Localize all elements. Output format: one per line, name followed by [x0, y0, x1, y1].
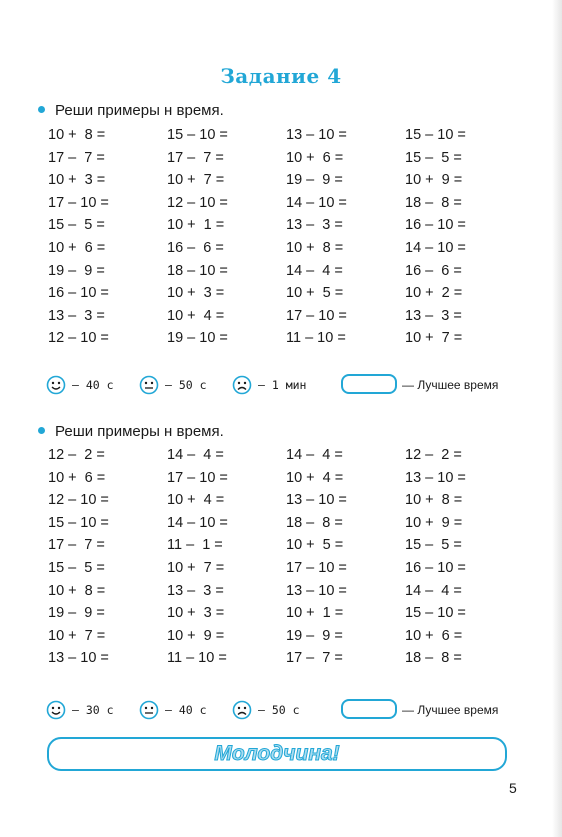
legend-happy — [46, 698, 114, 722]
timing-legend-1 — [46, 373, 516, 397]
example-item: 12 – 10 = — [167, 194, 228, 211]
example-item: 15 – 10 = — [48, 514, 109, 531]
neutral-face-icon — [139, 375, 159, 395]
example-item: 14 – 10 = — [167, 514, 228, 531]
example-item: 10 + 6 = — [48, 469, 106, 486]
example-item: 10 + 9 = — [167, 627, 225, 644]
instruction-2 — [38, 423, 224, 440]
example-item: 10 + 4 = — [167, 307, 225, 324]
legend-happy-time: — 30 с — [72, 703, 114, 717]
legend-happy-time: — 40 с — [72, 378, 114, 392]
example-item: 18 – 8 = — [405, 650, 462, 667]
example-item: 12 – 2 = — [405, 447, 462, 463]
example-item: 10 + 6 = — [286, 149, 344, 166]
example-item: 10 + 8 = — [405, 492, 463, 509]
example-item: 17 – 7 = — [167, 149, 224, 166]
example-item: 16 – 10 = — [48, 285, 109, 302]
example-item: 17 – 10 = — [167, 469, 228, 486]
best-time-box[interactable] — [341, 699, 397, 719]
example-item: 17 – 7 = — [48, 149, 105, 166]
example-item: 19 – 9 = — [48, 605, 105, 622]
sad-face-icon — [232, 700, 252, 720]
example-item: 13 – 3 = — [167, 582, 224, 599]
example-item: 10 + 1 = — [286, 605, 344, 622]
example-item: 10 + 5 = — [286, 285, 344, 302]
bullet-icon — [38, 427, 45, 434]
example-item: 11 – 10 = — [167, 650, 227, 667]
instruction-text: Реши примеры н время. — [55, 102, 224, 119]
example-item: 12 – 10 = — [48, 492, 109, 509]
example-item: 13 – 10 = — [405, 469, 466, 486]
example-item: 10 + 5 = — [286, 537, 344, 554]
example-item: 19 – 9 = — [286, 627, 343, 644]
example-item: 17 – 7 = — [286, 650, 343, 667]
example-item: 11 – 1 = — [167, 537, 223, 554]
praise-text: Молодчина! — [214, 742, 340, 765]
neutral-face-icon — [139, 700, 159, 720]
legend-neutral-time: — 50 с — [165, 378, 207, 392]
bullet-icon — [38, 106, 45, 113]
example-item: 12 – 2 = — [48, 447, 105, 463]
example-item: 16 – 10 = — [405, 217, 466, 234]
example-item: 18 – 10 = — [167, 262, 228, 279]
legend-happy — [46, 373, 114, 397]
example-item: 12 – 10 = — [48, 330, 109, 347]
examples-grid-2 — [48, 444, 524, 670]
legend-neutral — [139, 373, 207, 397]
page-number: 5 — [509, 780, 517, 796]
instruction-text: Реши примеры н время. — [55, 423, 224, 440]
sad-face-icon — [232, 375, 252, 395]
example-item: 17 – 10 = — [286, 559, 347, 576]
example-item: 10 + 3 = — [48, 172, 106, 189]
example-item: 14 – 4 = — [167, 447, 224, 463]
best-time-label: — Лучшее время — [402, 378, 499, 392]
example-item: 13 – 3 = — [48, 307, 105, 324]
example-item: 15 – 10 = — [405, 127, 466, 143]
example-item: 14 – 4 = — [286, 262, 343, 279]
example-item: 10 + 6 = — [405, 627, 463, 644]
happy-face-icon — [46, 375, 66, 395]
task-title: Задание 4 — [220, 64, 342, 88]
example-item: 10 + 3 = — [167, 605, 225, 622]
example-item: 19 – 9 = — [48, 262, 105, 279]
legend-sad — [232, 373, 306, 397]
example-item: 17 – 7 = — [48, 537, 105, 554]
timing-legend-2 — [46, 698, 516, 722]
example-item: 14 – 10 = — [286, 194, 347, 211]
example-item: 10 + 8 = — [48, 127, 106, 143]
legend-sad-time: — 50 с — [258, 703, 300, 717]
example-item: 16 – 10 = — [405, 559, 466, 576]
example-item: 10 + 9 = — [405, 514, 463, 531]
example-item: 15 – 5 = — [48, 217, 105, 234]
best-time-label: — Лучшее время — [402, 703, 499, 717]
example-item: 10 + 6 = — [48, 239, 106, 256]
example-item: 10 + 8 = — [48, 582, 106, 599]
example-item: 14 – 4 = — [286, 447, 343, 463]
example-item: 17 – 10 = — [48, 194, 109, 211]
example-item: 10 + 2 = — [405, 285, 463, 302]
page-edge — [552, 0, 562, 837]
example-item: 15 – 5 = — [405, 149, 462, 166]
example-item: 10 + 7 = — [48, 627, 106, 644]
example-item: 10 + 7 = — [405, 330, 463, 347]
example-item: 16 – 6 = — [167, 239, 224, 256]
example-item: 10 + 7 = — [167, 559, 225, 576]
example-item: 15 – 5 = — [405, 537, 462, 554]
example-item: 15 – 5 = — [48, 559, 105, 576]
best-time-box[interactable] — [341, 374, 397, 394]
example-item: 14 – 4 = — [405, 582, 462, 599]
example-item: 10 + 8 = — [286, 239, 344, 256]
example-item: 18 – 8 = — [286, 514, 343, 531]
happy-face-icon — [46, 700, 66, 720]
example-item: 10 + 4 = — [286, 469, 344, 486]
example-item: 16 – 6 = — [405, 262, 462, 279]
example-item: 19 – 10 = — [167, 330, 228, 347]
example-item: 13 – 10 = — [286, 492, 347, 509]
example-item: 10 + 4 = — [167, 492, 225, 509]
example-item: 15 – 10 = — [167, 127, 228, 143]
example-item: 15 – 10 = — [405, 605, 466, 622]
examples-grid-1 — [48, 124, 524, 350]
praise-banner — [47, 737, 507, 771]
legend-sad-time: — 1 мин — [258, 378, 307, 392]
example-item: 13 – 3 = — [405, 307, 462, 324]
example-item: 10 + 9 = — [405, 172, 463, 189]
legend-sad — [232, 698, 300, 722]
example-item: 13 – 3 = — [286, 217, 343, 234]
example-item: 18 – 8 = — [405, 194, 462, 211]
example-item: 13 – 10 = — [286, 582, 347, 599]
legend-neutral — [139, 698, 207, 722]
example-item: 13 – 10 = — [48, 650, 109, 667]
example-item: 10 + 7 = — [167, 172, 225, 189]
example-item: 17 – 10 = — [286, 307, 347, 324]
example-item: 13 – 10 = — [286, 127, 347, 143]
instruction-1 — [38, 102, 224, 119]
legend-neutral-time: — 40 с — [165, 703, 207, 717]
example-item: 11 – 10 = — [286, 330, 346, 347]
example-item: 19 – 9 = — [286, 172, 343, 189]
example-item: 10 + 3 = — [167, 285, 225, 302]
example-item: 10 + 1 = — [167, 217, 225, 234]
example-item: 14 – 10 = — [405, 239, 466, 256]
